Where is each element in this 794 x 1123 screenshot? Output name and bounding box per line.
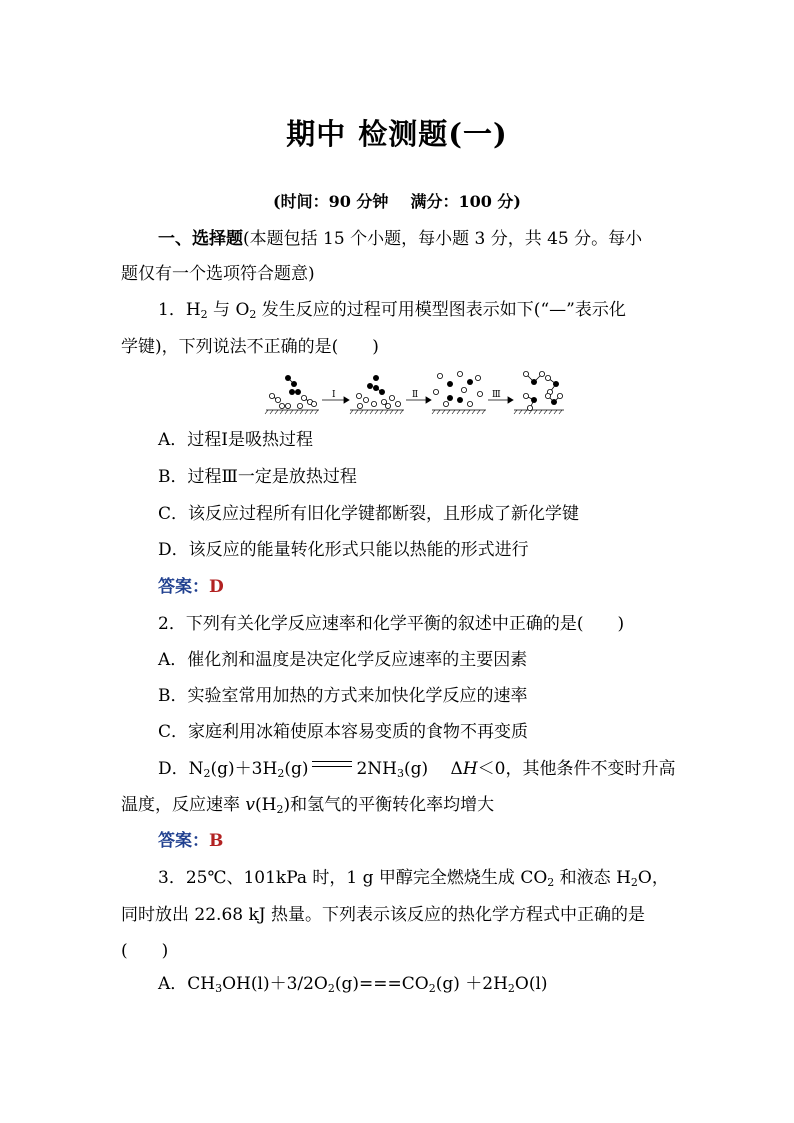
time-limit: (时间：90 分钟 xyxy=(273,192,389,211)
q1-option-b: B．过程Ⅲ一定是放热过程 xyxy=(158,467,357,487)
q3-stem-line3: ( ) xyxy=(121,941,169,961)
q2-option-b: B．实验室常用加热的方式来加快化学反应的速率 xyxy=(158,686,528,706)
equilibrium-sign xyxy=(312,759,352,771)
q3-option-a: A．$CH_3OH(l)+3/2O_2(g)===CO_2(g) +2H_2O(l)$ xyxy=(158,974,548,995)
q1-stem: 1．$H_2$ 与 $O_2$ 发生反应的过程可用模型图表示如下(“—”表示化 xyxy=(158,300,626,321)
section-heading: 一、选择题 xyxy=(158,229,243,249)
q2-option-d-line2: 温度，反应速率 $v(H_2)$和氢气的平衡转化率均增大 xyxy=(121,795,495,816)
q3-stem: 3．25℃、101kPa 时，1 g 甲醇完全燃烧生成 $CO_2$ 和液态 $H_2O$， xyxy=(158,868,669,889)
q1-answer: 答案：D xyxy=(158,577,224,597)
svg-text:Ⅱ: Ⅱ xyxy=(412,390,419,400)
svg-text:Ⅰ: Ⅰ xyxy=(332,390,336,400)
q1-option-a: A．过程Ⅰ是吸热过程 xyxy=(158,430,313,450)
full-score: 满分：100 分) xyxy=(410,192,521,211)
exam-meta xyxy=(0,190,794,214)
q2-answer: 答案：B xyxy=(158,831,224,851)
page-title: 期中 检测题(一) xyxy=(286,117,508,151)
q1-option-d: D．该反应的能量转化形式只能以热能的形式进行 xyxy=(158,540,529,560)
q2-option-c: C．家庭利用冰箱使原本容易变质的食物不再变质 xyxy=(158,722,529,742)
q3-stem-line2: 同时放出 22.68 kJ 热量。下列表示该反应的热化学方程式中正确的是 xyxy=(121,905,645,925)
q2-option-d: D．$N_2(g)+3H_2(g)$ $2NH_3(g)$ ΔH＜0，其他条件不变时升高 xyxy=(158,759,676,780)
reaction-model-figure xyxy=(264,370,564,424)
q2-option-a: A．催化剂和温度是决定化学反应速率的主要因素 xyxy=(158,650,528,670)
q1-option-c: C．该反应过程所有旧化学键都断裂，且形成了新化学键 xyxy=(158,504,580,524)
svg-text:Ⅲ: Ⅲ xyxy=(492,390,501,400)
q1-stem-line2: 学键)，下列说法不正确的是( ) xyxy=(121,337,379,357)
section-heading-line: 一、选择题(本题包括 15 个小题，每小题 3 分，共 45 分。每小 xyxy=(158,229,643,249)
section-desc-line: 题仅有一个选项符合题意) xyxy=(121,264,315,284)
reaction-model-diagram xyxy=(264,370,564,420)
q2-stem: 2．下列有关化学反应速率和化学平衡的叙述中正确的是( ) xyxy=(158,614,625,634)
